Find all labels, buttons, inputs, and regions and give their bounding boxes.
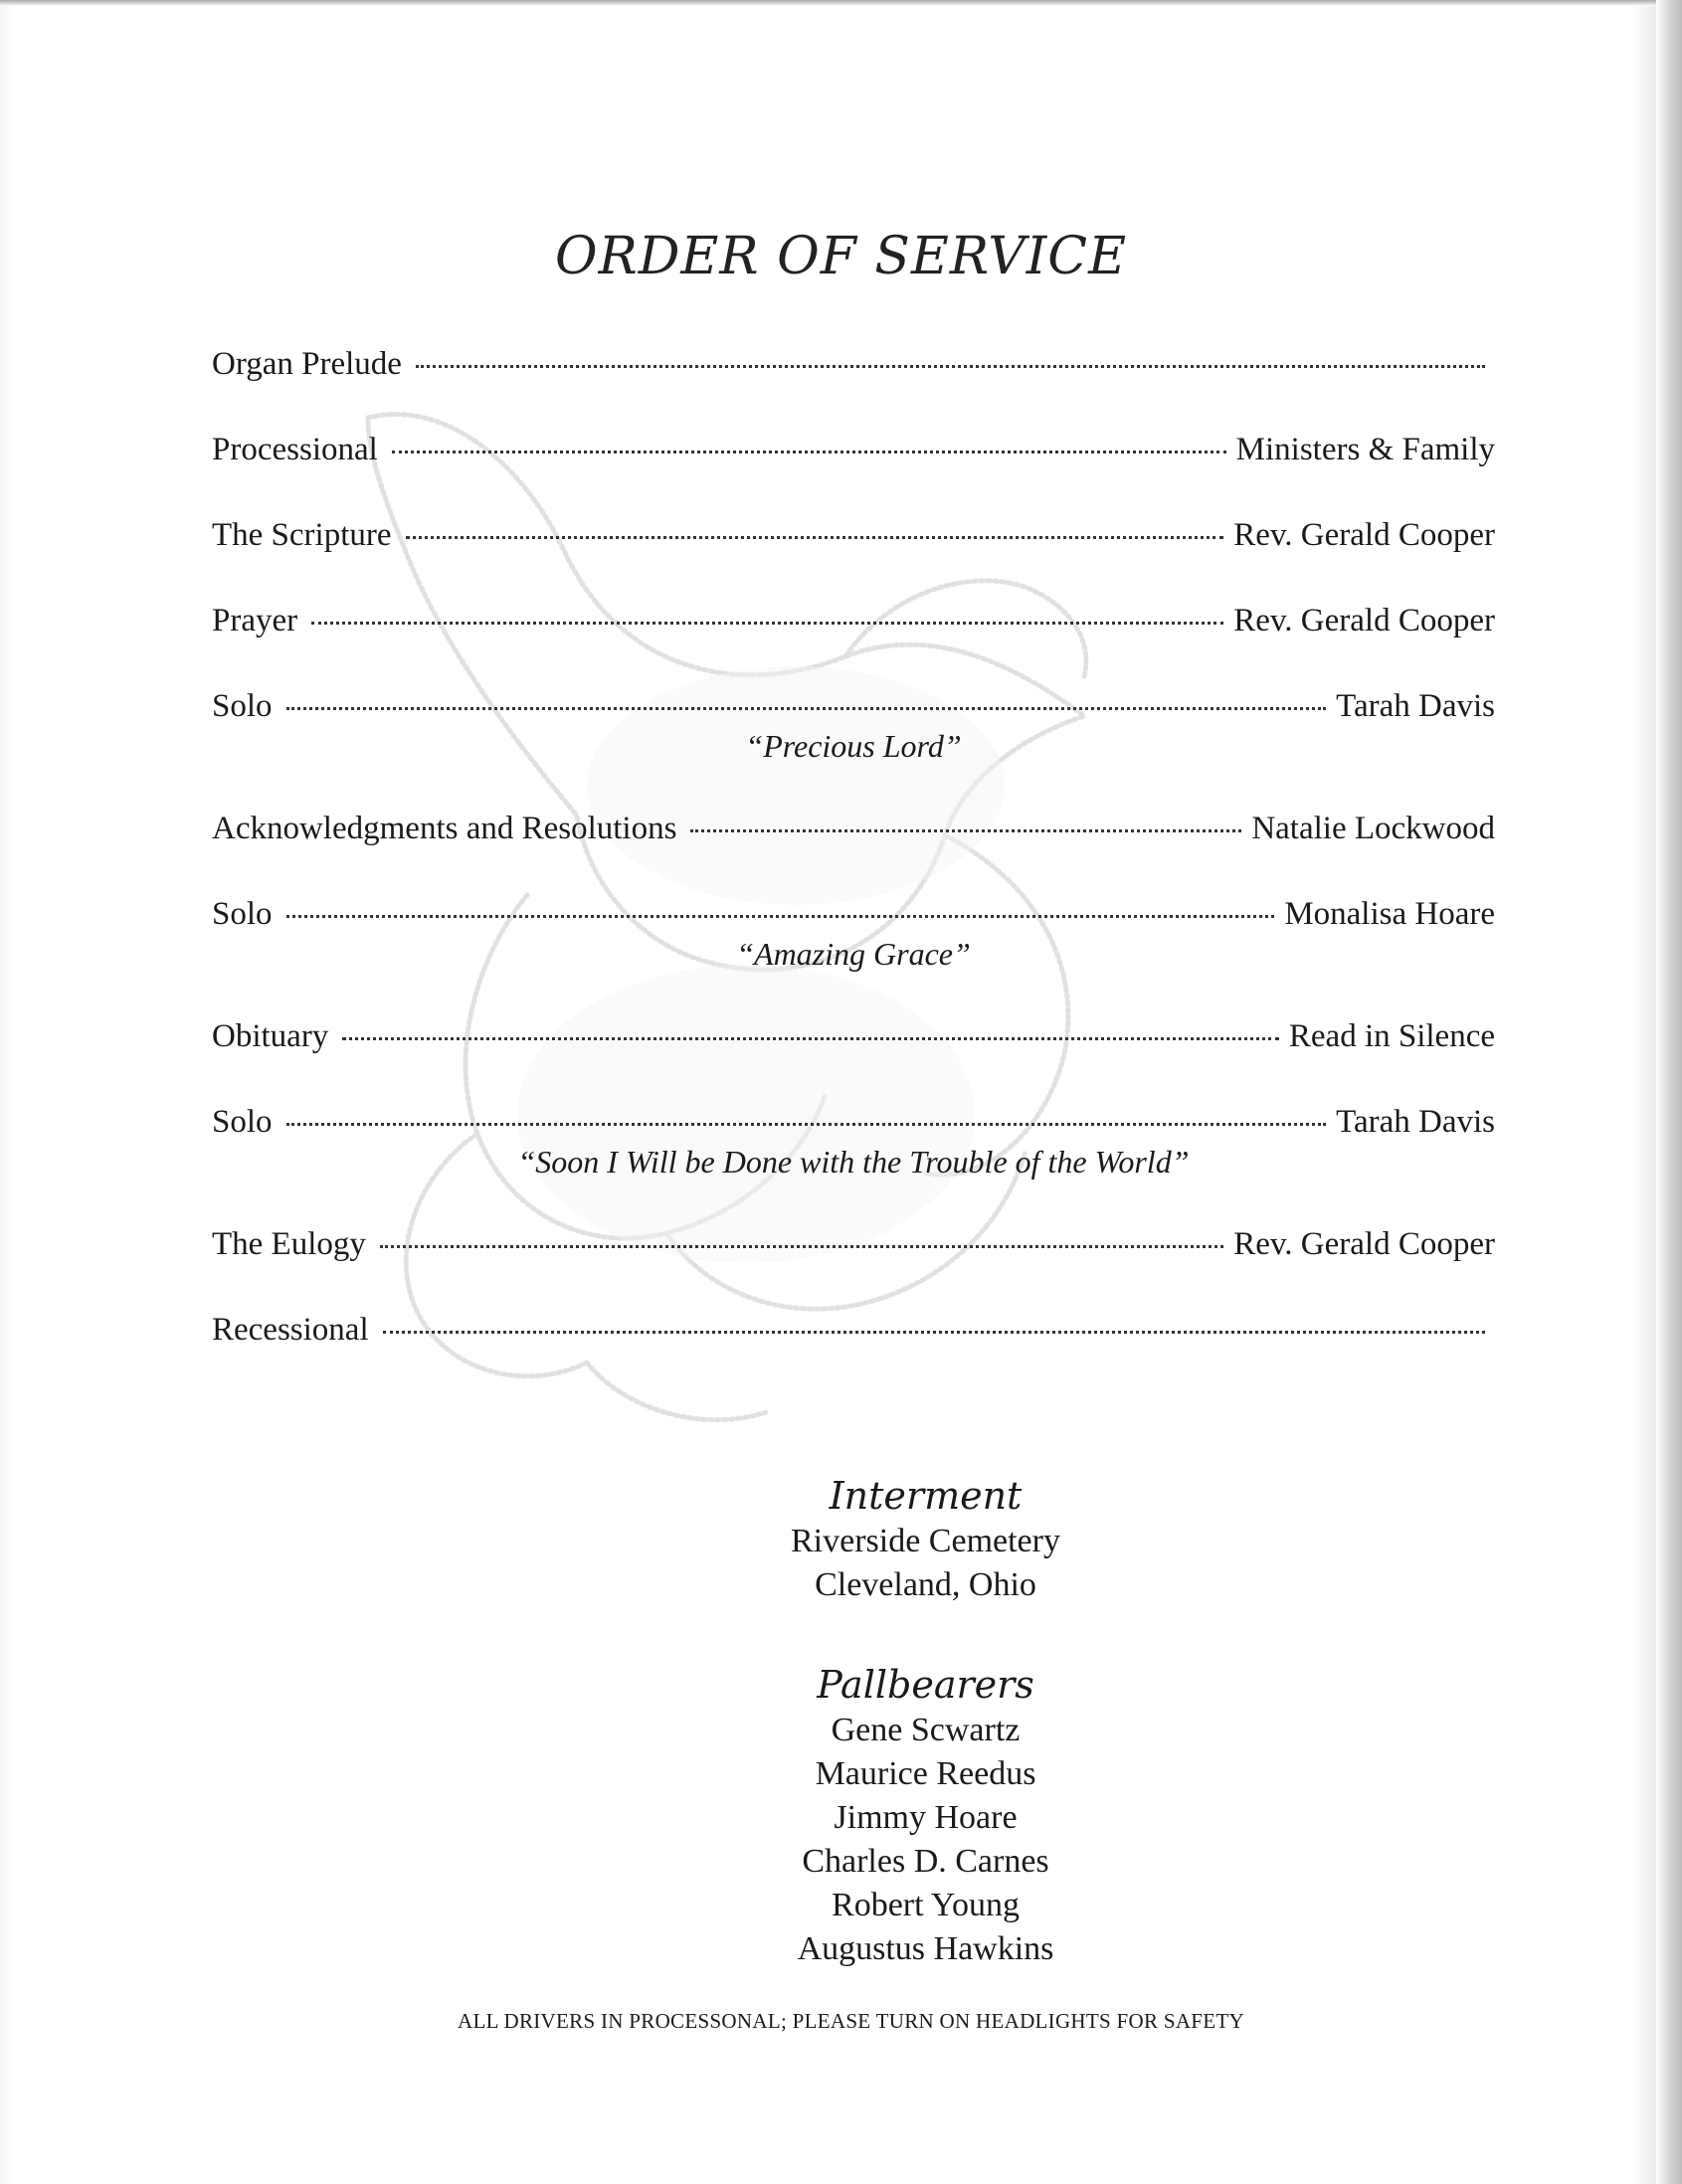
- solo-song-title: “Amazing Grace”: [736, 936, 971, 972]
- program-item-participant: Rev. Gerald Cooper: [1233, 1226, 1495, 1262]
- program-item-label: Processional: [212, 432, 378, 467]
- program-item-label: Prayer: [212, 603, 298, 638]
- program-item: [212, 686, 1495, 726]
- program-item-label: Obituary: [212, 1018, 329, 1054]
- program-item-participant: Ministers & Family: [1235, 432, 1495, 467]
- program-item-label: The Scripture: [212, 517, 392, 553]
- program-item: [212, 1102, 1495, 1142]
- dotted-leader: [286, 915, 1275, 918]
- program-item-label: Recessional: [212, 1312, 369, 1348]
- program-item-participant: Tarah Davis: [1336, 688, 1495, 724]
- program-item-label: Organ Prelude: [212, 346, 402, 382]
- program-item-label: Solo: [212, 688, 273, 724]
- order-of-service-list: [212, 344, 1495, 1350]
- program-item-label: The Eulogy: [212, 1226, 366, 1262]
- program-item-participant: Rev. Gerald Cooper: [1233, 517, 1495, 553]
- interment-location-line: Cleveland, Ohio: [815, 1566, 1036, 1603]
- interment-section: [0, 1472, 1682, 1607]
- program-item-label: Acknowledgments and Resolutions: [212, 811, 677, 846]
- dotted-leader: [383, 1331, 1485, 1334]
- program-item: [212, 601, 1495, 640]
- dotted-leader: [286, 1123, 1327, 1126]
- program-item: [212, 430, 1495, 469]
- program-item: [212, 894, 1495, 934]
- program-item-participant: Read in Silence: [1288, 1018, 1495, 1054]
- dotted-leader: [286, 707, 1327, 710]
- page-title: ORDER OF SERVICE: [554, 227, 1128, 286]
- program-item-label: Solo: [212, 1104, 273, 1140]
- dotted-leader: [416, 365, 1485, 368]
- dotted-leader: [380, 1245, 1223, 1248]
- dotted-leader: [406, 536, 1224, 539]
- program-item: [212, 1310, 1495, 1350]
- interment-heading: Interment: [829, 1474, 1023, 1518]
- page-top-edge: [0, 0, 1682, 6]
- program-item: [212, 344, 1495, 384]
- program-item: [212, 515, 1495, 555]
- program-item: [212, 809, 1495, 848]
- program-item: [212, 1016, 1495, 1056]
- interment-location-line: Riverside Cemetery: [791, 1523, 1060, 1559]
- program-item-participant: Tarah Davis: [1336, 1104, 1495, 1140]
- program-item-participant: Rev. Gerald Cooper: [1233, 603, 1495, 638]
- pallbearer-name: Jimmy Hoare: [834, 1799, 1018, 1836]
- dotted-leader: [342, 1037, 1279, 1040]
- pallbearer-name: Charles D. Carnes: [802, 1843, 1049, 1880]
- program-item-participant: Monalisa Hoare: [1284, 896, 1495, 932]
- pallbearers-section: [0, 1661, 1682, 1971]
- program-item: [212, 1224, 1495, 1264]
- pallbearer-name: Robert Young: [832, 1887, 1020, 1923]
- program-item-label: Solo: [212, 896, 273, 932]
- pallbearer-name: Augustus Hawkins: [797, 1930, 1054, 1967]
- dotted-leader: [311, 622, 1223, 625]
- pallbearer-name: Gene Scwartz: [831, 1712, 1021, 1748]
- program-item-participant: Natalie Lockwood: [1251, 811, 1495, 846]
- pallbearers-heading: Pallbearers: [817, 1663, 1034, 1707]
- dotted-leader: [392, 451, 1226, 454]
- dotted-leader: [690, 829, 1241, 832]
- pallbearer-name: Maurice Reedus: [815, 1755, 1036, 1792]
- solo-song-title: “Soon I Will be Done with the Trouble of the World”: [517, 1144, 1190, 1180]
- solo-song-title: “Precious Lord”: [745, 728, 962, 764]
- headlights-notice: ALL DRIVERS IN PROCESSONAL; PLEASE TURN ON HEADLIGHTS FOR SAFETY: [457, 2009, 1244, 2033]
